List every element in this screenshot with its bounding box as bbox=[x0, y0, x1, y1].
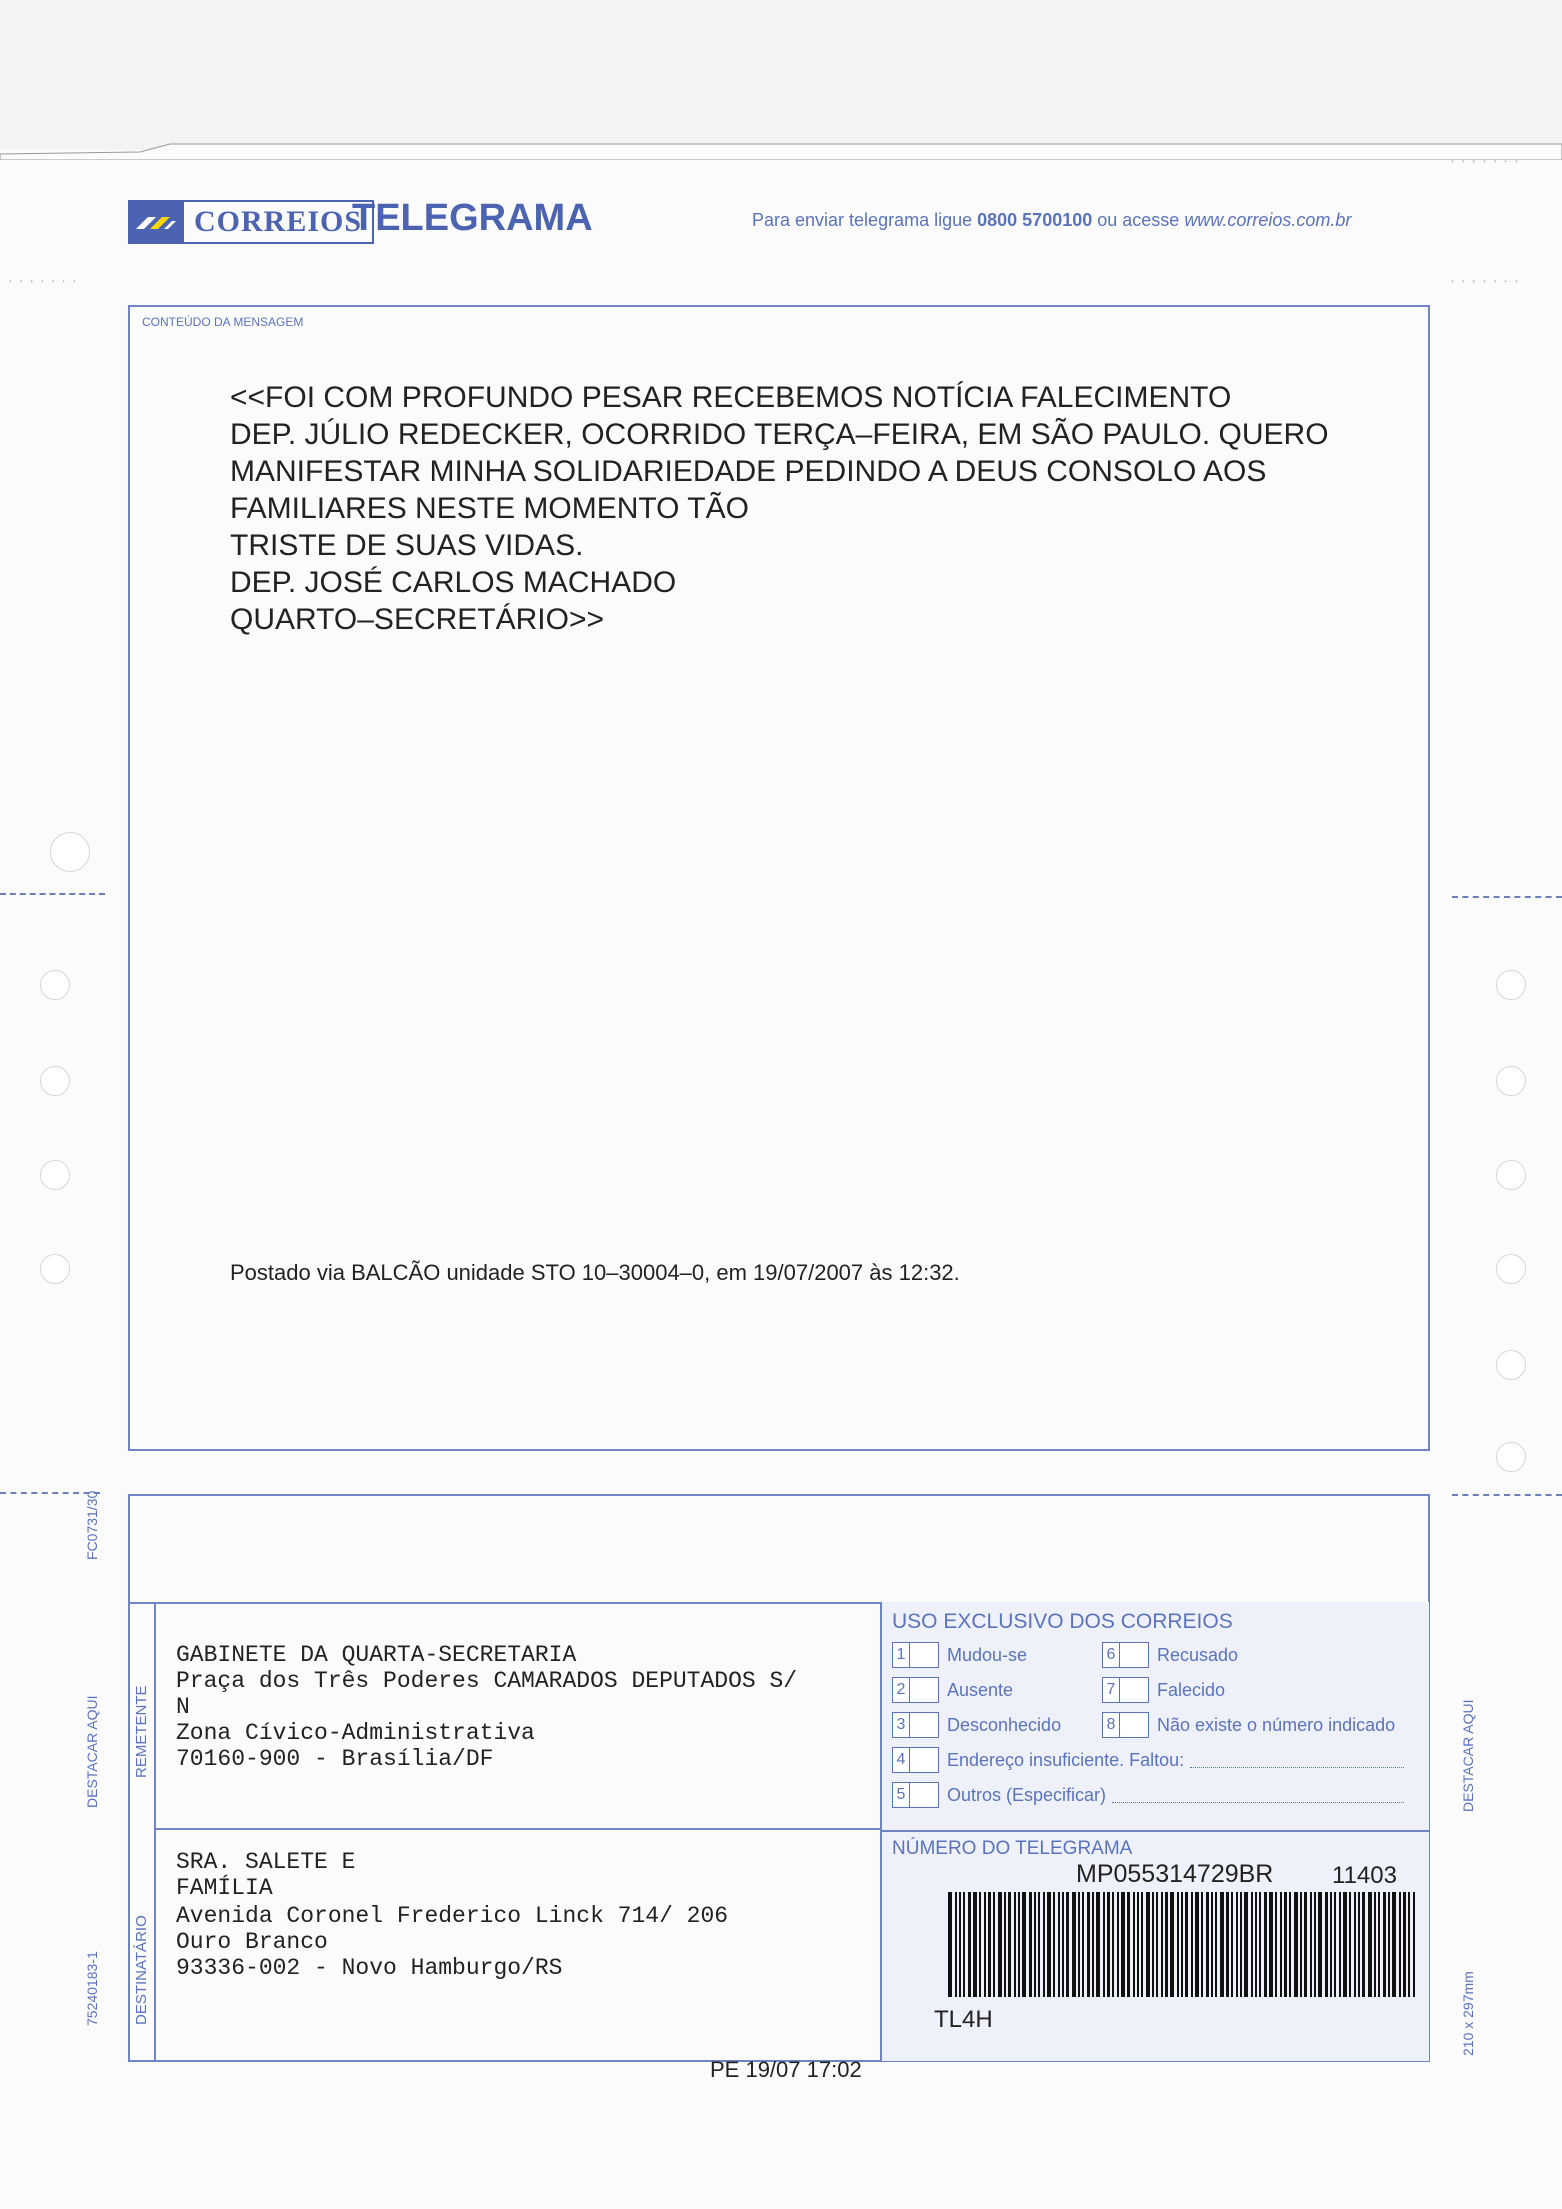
option-label: Outros (Especificar) bbox=[947, 1784, 1107, 1805]
message-label: CONTEÚDO DA MENSAGEM bbox=[142, 315, 304, 329]
barcode-bar bbox=[1226, 1892, 1229, 1997]
barcode-bar bbox=[1325, 1892, 1328, 1997]
barcode-bar bbox=[1043, 1892, 1045, 1997]
barcode-bar bbox=[1107, 1892, 1110, 1997]
barcode-bar bbox=[955, 1892, 957, 1997]
option-number: 3 bbox=[892, 1712, 910, 1738]
option-other[interactable] bbox=[892, 1782, 1404, 1808]
barcode-bar bbox=[1343, 1892, 1347, 1997]
option-insufficient-address[interactable] bbox=[892, 1747, 1404, 1773]
barcode-bar bbox=[1408, 1892, 1410, 1997]
option-number: 6 bbox=[1102, 1642, 1120, 1668]
barcode-bar bbox=[1146, 1892, 1150, 1997]
postal-use-panel bbox=[880, 1602, 1429, 2061]
barcode-bar bbox=[1165, 1892, 1168, 1997]
barcode-bar bbox=[1206, 1892, 1209, 1997]
telegram-barcode bbox=[948, 1892, 1416, 1997]
barcode-bar bbox=[973, 1892, 977, 1997]
option-checkbox[interactable] bbox=[910, 1782, 939, 1808]
barcode-bar bbox=[1259, 1892, 1261, 1997]
tagline-prefix: Para enviar telegrama ligue bbox=[752, 210, 978, 230]
paper-size: 210 x 297mm bbox=[1460, 1971, 1476, 2056]
message-line: MANIFESTAR MINHA SOLIDARIEDADE PEDINDO A DEUS CONSOLO AOS bbox=[230, 455, 1267, 488]
barcode-bar bbox=[1275, 1892, 1277, 1997]
recipient-line: Ouro Branco bbox=[176, 1929, 328, 1955]
tagline-url: www.correios.com.br bbox=[1184, 210, 1352, 230]
punch-hole bbox=[1496, 1160, 1526, 1190]
fill-line[interactable] bbox=[1190, 1753, 1404, 1768]
barcode-bar bbox=[1087, 1892, 1090, 1997]
serial-number: 75240183-1 bbox=[84, 1951, 100, 2026]
logo-wordmark: CORREIOS bbox=[184, 200, 374, 244]
option-checkbox[interactable] bbox=[910, 1712, 939, 1738]
message-line: <<FOI COM PROFUNDO PESAR RECEBEMOS NOTÍCIA FALECIMENTO bbox=[230, 381, 1232, 414]
barcode-bar bbox=[948, 1892, 952, 1997]
barcode-bar bbox=[1181, 1892, 1183, 1997]
option-number: 8 bbox=[1102, 1712, 1120, 1738]
barcode-bar bbox=[1383, 1892, 1386, 1997]
barcode-bar bbox=[1231, 1892, 1233, 1997]
destinatario-label: DESTINATÁRIO bbox=[133, 1915, 150, 2025]
correios-logo bbox=[128, 200, 374, 244]
barcode-bar bbox=[1004, 1892, 1006, 1997]
barcode-bar bbox=[1096, 1892, 1100, 1997]
option-no-such-number[interactable] bbox=[1102, 1712, 1395, 1738]
barcode-bar bbox=[963, 1892, 965, 1997]
barcode-bar bbox=[1117, 1892, 1119, 1997]
barcode-bar bbox=[1413, 1892, 1415, 1997]
barcode-bar bbox=[1078, 1892, 1080, 1997]
barcode-bar bbox=[1195, 1892, 1199, 1997]
recipient-line: FAMÍLIA bbox=[176, 1875, 273, 1901]
barcode-bar bbox=[1066, 1892, 1069, 1997]
barcode-bar bbox=[1008, 1892, 1011, 1997]
barcode-bar bbox=[1368, 1892, 1372, 1997]
detach-here-left: DESTACAR AQUI bbox=[84, 1695, 100, 1808]
message-line: DEP. JÚLIO REDECKER, OCORRIDO TERÇA–FEIRA, EM SÃO PAULO. QUERO bbox=[230, 418, 1329, 451]
option-label: Ausente bbox=[947, 1679, 1014, 1700]
barcode-bar bbox=[1255, 1892, 1257, 1997]
punch-hole bbox=[40, 970, 70, 1000]
barcode-bar bbox=[1304, 1892, 1307, 1997]
barcode-bar bbox=[1388, 1892, 1390, 1997]
barcode-bar bbox=[968, 1892, 971, 1997]
barcode-bar bbox=[1362, 1892, 1365, 1997]
option-label: Endereço insuficiente. Faltou: bbox=[947, 1749, 1185, 1770]
barcode-bar bbox=[1294, 1892, 1298, 1997]
option-moved[interactable] bbox=[892, 1642, 1027, 1668]
remetente-label: REMETENTE bbox=[133, 1685, 150, 1778]
barcode-bar bbox=[1103, 1892, 1105, 1997]
paper-top-area bbox=[0, 0, 1562, 150]
sender-section bbox=[156, 1602, 880, 1830]
barcode-bar bbox=[1289, 1892, 1291, 1997]
pe-stamp: PE 19/07 17:02 bbox=[710, 2057, 862, 2082]
barcode-bar bbox=[1318, 1892, 1322, 1997]
form-top-blank bbox=[130, 1496, 1428, 1604]
barcode-bar bbox=[1133, 1892, 1135, 1997]
option-checkbox[interactable] bbox=[910, 1677, 939, 1703]
barcode-bar bbox=[1047, 1892, 1051, 1997]
punch-hole bbox=[1496, 970, 1526, 1000]
document-title: TELEGRAMA bbox=[352, 197, 593, 239]
barcode-bar bbox=[1284, 1892, 1287, 1997]
punch-hole bbox=[50, 832, 90, 872]
tear-line bbox=[1452, 1494, 1562, 1496]
barcode-bar bbox=[993, 1892, 995, 1997]
barcode-bar bbox=[1244, 1892, 1248, 1997]
option-number: 5 bbox=[892, 1782, 910, 1808]
barcode-bar bbox=[1358, 1892, 1360, 1997]
barcode-bar bbox=[1185, 1892, 1188, 1997]
telegram-divider bbox=[882, 1830, 1429, 1832]
barcode-bar bbox=[1392, 1892, 1396, 1997]
barcode-bar bbox=[988, 1892, 991, 1997]
fill-line[interactable] bbox=[1112, 1788, 1404, 1803]
barcode-bar bbox=[1191, 1892, 1193, 1997]
barcode-bar bbox=[1034, 1892, 1036, 1997]
sender-line: Praça dos Três Poderes CAMARADOS DEPUTADOS S/ bbox=[176, 1668, 798, 1694]
option-label: Não existe o número indicado bbox=[1157, 1714, 1396, 1735]
barcode-bar bbox=[1141, 1892, 1143, 1997]
barcode-bar bbox=[1152, 1892, 1154, 1997]
barcode-bar bbox=[1339, 1892, 1341, 1997]
barcode-bar bbox=[1127, 1892, 1130, 1997]
barcode-bar bbox=[1300, 1892, 1302, 1997]
sender-line: N bbox=[176, 1694, 190, 1720]
tl-code: TL4H bbox=[934, 2006, 993, 2033]
barcode-bar bbox=[1014, 1892, 1016, 1997]
detach-here-right: DESTACAR AQUI bbox=[1460, 1699, 1476, 1812]
posted-info: Postado via BALCÃO unidade STO 10–30004–0, em 19/07/2007 às 12:32. bbox=[230, 1260, 960, 1285]
tear-line bbox=[0, 893, 105, 895]
option-checkbox[interactable] bbox=[1120, 1677, 1149, 1703]
barcode-bar bbox=[1349, 1892, 1351, 1997]
option-label: Falecido bbox=[1157, 1679, 1226, 1700]
barcode-bar bbox=[1082, 1892, 1084, 1997]
barcode-bar bbox=[1170, 1892, 1174, 1997]
option-number: 7 bbox=[1102, 1677, 1120, 1703]
recipient-line: SRA. SALETE E bbox=[176, 1849, 356, 1875]
barcode-bar bbox=[1215, 1892, 1217, 1997]
barcode-bar bbox=[1220, 1892, 1224, 1997]
barcode-bar bbox=[1112, 1892, 1114, 1997]
side-strip bbox=[130, 1602, 156, 2061]
correios-arrows-icon bbox=[128, 200, 184, 244]
sender-line: Zona Cívico-Administrativa bbox=[176, 1720, 535, 1746]
barcode-bar bbox=[1399, 1892, 1401, 1997]
option-checkbox[interactable] bbox=[910, 1747, 939, 1773]
address-form bbox=[128, 1494, 1430, 2062]
header-tagline bbox=[752, 210, 1351, 231]
tagline-mid: ou acesse bbox=[1092, 210, 1185, 230]
punch-hole bbox=[40, 1254, 70, 1284]
option-checkbox[interactable] bbox=[1120, 1712, 1149, 1738]
barcode-bar bbox=[1330, 1892, 1332, 1997]
barcode-bar bbox=[959, 1892, 961, 1997]
barcode-bar bbox=[984, 1892, 986, 1997]
barcode-bar bbox=[1403, 1892, 1406, 1997]
option-checkbox[interactable] bbox=[1120, 1642, 1149, 1668]
barcode-bar bbox=[1029, 1892, 1032, 1997]
barcode-bar bbox=[1137, 1892, 1139, 1997]
postal-use-title: USO EXCLUSIVO DOS CORREIOS bbox=[892, 1610, 1233, 1633]
barcode-bar bbox=[1264, 1892, 1267, 1997]
barcode-bar bbox=[1236, 1892, 1238, 1997]
punch-hole bbox=[1496, 1442, 1526, 1472]
recipient-section bbox=[156, 1829, 880, 2061]
recipient-line: 93336-002 - Novo Hamburgo/RS bbox=[176, 1955, 563, 1981]
telegram-code: 11403 bbox=[1332, 1862, 1397, 1889]
barcode-bar bbox=[1156, 1892, 1158, 1997]
barcode-bar bbox=[1334, 1892, 1336, 1997]
message-line: DEP. JOSÉ CARLOS MACHADO bbox=[230, 566, 677, 599]
telegram-number-label: NÚMERO DO TELEGRAMA bbox=[892, 1838, 1133, 1859]
barcode-bar bbox=[1378, 1892, 1380, 1997]
message-box bbox=[128, 305, 1430, 1451]
barcode-bar bbox=[1201, 1892, 1203, 1997]
sender-line: 70160-900 - Brasília/DF bbox=[176, 1746, 494, 1772]
punch-hole bbox=[1496, 1350, 1526, 1380]
barcode-bar bbox=[979, 1892, 981, 1997]
message-line: FAMILIARES NESTE MOMENTO TÃO bbox=[230, 492, 749, 525]
form-code: FC0731/30 bbox=[84, 1490, 100, 1560]
option-unknown[interactable] bbox=[892, 1712, 1061, 1738]
punch-hole bbox=[1496, 1254, 1526, 1284]
barcode-bar bbox=[1374, 1892, 1376, 1997]
tagline-phone: 0800 5700100 bbox=[977, 210, 1093, 230]
barcode-bar bbox=[1092, 1892, 1094, 1997]
option-number: 1 bbox=[892, 1642, 910, 1668]
option-label: Desconhecido bbox=[947, 1714, 1062, 1735]
punch-hole bbox=[40, 1066, 70, 1096]
option-checkbox[interactable] bbox=[910, 1642, 939, 1668]
option-label: Mudou-se bbox=[947, 1644, 1028, 1665]
option-number: 4 bbox=[892, 1747, 910, 1773]
barcode-bar bbox=[1354, 1892, 1356, 1997]
barcode-bar bbox=[1062, 1892, 1064, 1997]
punch-hole bbox=[1496, 1066, 1526, 1096]
option-label: Recusado bbox=[1157, 1644, 1239, 1665]
perforation-dots: ······· bbox=[8, 272, 83, 288]
perforation-dots: ······· bbox=[1450, 272, 1525, 288]
barcode-bar bbox=[1161, 1892, 1163, 1997]
barcode-bar bbox=[1310, 1892, 1312, 1997]
barcode-bar bbox=[1269, 1892, 1273, 1997]
barcode-bar bbox=[1240, 1892, 1242, 1997]
message-line: QUARTO–SECRETÁRIO>> bbox=[230, 603, 605, 636]
telegram-number: MP055314729BR bbox=[1076, 1860, 1274, 1888]
option-refused[interactable] bbox=[1102, 1642, 1238, 1668]
option-deceased[interactable] bbox=[1102, 1677, 1225, 1703]
barcode-bar bbox=[1058, 1892, 1060, 1997]
barcode-bar bbox=[1121, 1892, 1125, 1997]
barcode-bar bbox=[1177, 1892, 1179, 1997]
barcode-bar bbox=[1053, 1892, 1055, 1997]
option-absent[interactable] bbox=[892, 1677, 1013, 1703]
barcode-bar bbox=[1018, 1892, 1020, 1997]
paper-tear-edge bbox=[0, 140, 1562, 160]
barcode-bar bbox=[1038, 1892, 1040, 1997]
barcode-bar bbox=[1251, 1892, 1253, 1997]
message-line: TRISTE DE SUAS VIDAS. bbox=[230, 529, 584, 562]
barcode-bar bbox=[1211, 1892, 1213, 1997]
barcode-bar bbox=[1280, 1892, 1282, 1997]
tear-line bbox=[1452, 896, 1562, 898]
punch-hole bbox=[40, 1160, 70, 1190]
option-number: 2 bbox=[892, 1677, 910, 1703]
recipient-line: Avenida Coronel Frederico Linck 714/ 206 bbox=[176, 1903, 729, 1929]
barcode-bar bbox=[1314, 1892, 1316, 1997]
barcode-bar bbox=[1072, 1892, 1076, 1997]
message-body bbox=[230, 379, 1329, 638]
barcode-bar bbox=[1022, 1892, 1026, 1997]
barcode-bar bbox=[998, 1892, 1002, 1997]
perforation-dots: ······· bbox=[1450, 152, 1525, 168]
sender-line: GABINETE DA QUARTA-SECRETARIA bbox=[176, 1642, 577, 1668]
